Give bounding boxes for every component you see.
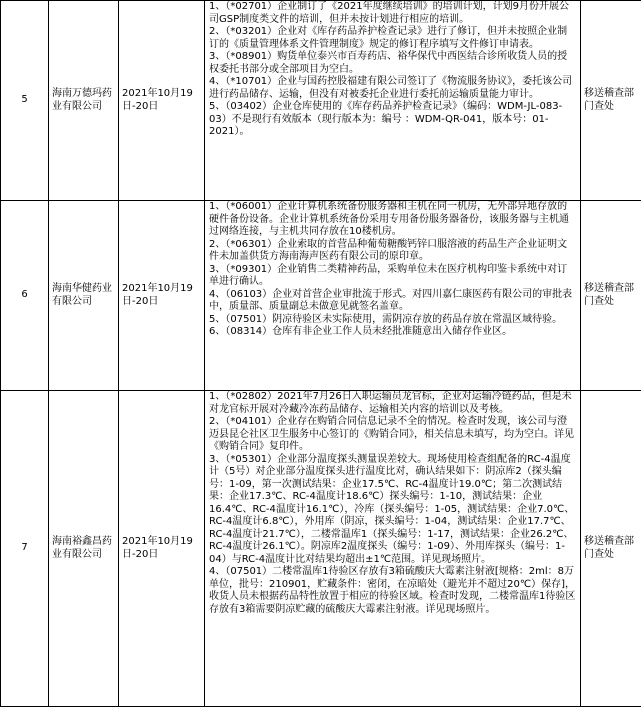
handling-result: 移送稽查部门查处: [581, 391, 641, 707]
inspection-date: 2021年10月19日-20日: [119, 1, 205, 201]
issue-item: 3、（*08901）购货单位泰兴市百寿药店、裕华保代中西医结合诊所收货人员的授权委托书部分或全部项目为空白。: [209, 51, 568, 75]
issue-item: 1、（*02802）2021年7月26日入职运输员龙官标，企业对运输冷链药品，但是未对龙官标开展对冷藏冷冻药品储存、运输相关内容的培训以及考核。: [209, 391, 572, 415]
issue-item: 4、（07501）二楼常温库1待验区存放有3箱硫酸庆大霉素注射液[规格：2ml：8万单位，批号：210901，贮藏条件：密闭，在凉暗处（避光并不超过20℃）保存]，收货人员未根据药品特性放置于相应的待验区域。检查时发现，二楼常温库1待验区存放有3箱需要阴凉贮藏的硫酸庆大霉素注射液。详见现场照片。: [209, 566, 576, 615]
issue-item: 6、（08314）仓库有非企业工作人员未经批准随意出入储存作业区。: [209, 326, 513, 337]
table-row: [1, 201, 641, 391]
issue-item: 5、（03402）企业仓库使用的《库存药品养护检查记录》（编码：WDM-JL-083-03）不是现行有效版本（现行版本为：编号 ：WDM-QR-041，版本号：01-2021）。: [209, 101, 563, 137]
row-index: 7: [1, 391, 49, 707]
handling-result: 移送稽查部门查处: [581, 1, 641, 201]
issue-item: 2、（*04101）企业存在购销合同信息记录不全的情况。检查时发现，该公司与澄迈县昆仑社区卫生服务中心签订的《购销合同》，相关信息未填写，均为空白。详见《购销合同》复印件。: [209, 416, 574, 452]
inspection-date: 2021年10月19日-20日: [119, 391, 205, 707]
issue-item: 4、（*10701）企业与国药控股福建有限公司签订了《物流服务协议》，委托该公司进行药品储存、运输，但没有对被委托企业进行委托前运输质量能力审计。: [209, 76, 573, 100]
inspection-date: 2021年10月19日-20日: [119, 201, 205, 391]
issue-list: [205, 391, 581, 707]
issue-item: 4、（06103）企业对首营企业审批流于形式。对四川嘉仁康医药有限公司的审批表中，质量部、质量副总未做意见就签名盖章。: [209, 288, 573, 312]
issue-item: 1、（*02701）企业制订了《2021年度继续培训》的培训计划，计划9月份开展公司GSP制度类文件的培训，但并未按计划进行相应的培训。: [209, 1, 569, 25]
issue-item: 3、（*05301）企业部分温度探头测量误差较大。现场使用检查组配备的RC-4温度计（5号）对企业部分温度探头进行温度比对，确认结果如下：阴凉库2（探头编号：1-09，第一次测试结果：企业17.5℃、RC-4温度计19.0℃；第二次测试结果：企业17.3℃、RC-4温度计18.6℃）探头编号：1-10，测试结果：企业16.4℃、RC-4温度计16.1℃），冷库（探头编号：1-05，测试结果：企业7.0℃、RC-4温度计6.8℃），外用库（阴凉，探头编号：1-04，测试结果：企业17.7℃、RC-4温度计21.7℃），二楼常温库1（探头编号：1-17，测试结果：企业26.2℃、RC-4温度计26.1℃）。阴凉库2温度探头（编号：1-09）、外用库探头（编号：1-04）与RC-4温度计比对结果均超出±1℃范围。详见现场照片。: [209, 453, 575, 565]
issue-item: 2、（*06301）企业索取的首营品种葡萄糖酸钙锌口服溶液的药品生产企业证明文件未加盖供货方海南海声医药有限公司的原印章。: [209, 238, 568, 262]
handling-result: 移送稽查部门查处: [581, 201, 641, 391]
company-name: 海南裕鑫昌药业有限公司: [49, 391, 119, 707]
row-index: 5: [1, 1, 49, 201]
issue-item: 3、（*09301）企业销售二类精神药品，采购单位未在医疗机构印鉴卡系统中对订单进行确认。: [209, 263, 568, 287]
issue-item: 1、（*06001）企业计算机系统备份服务器和主机在同一机房，无外部异地存放的硬件备份设备。企业计算机系统备份采用专用备份服务器备份，该服务器与主机通过网络连接，与主机共同存放在10楼机房。: [209, 201, 569, 237]
issue-list: [205, 201, 581, 391]
table-row: [1, 391, 641, 707]
company-name: 海南万德玛药业有限公司: [49, 1, 119, 201]
issue-item: 2、（*03201）企业对《库存药品养护检查记录》进行了修订，但并未按照企业制订的《质量管理体系文件管理制度》规定的修订程序填写文件修订申请表。: [209, 26, 568, 50]
company-name: 海南华健药业有限公司: [49, 201, 119, 391]
row-index: 6: [1, 201, 49, 391]
issue-list: [205, 1, 581, 201]
table-row: [1, 1, 641, 201]
issue-item: 5、（07501）阴凉待验区未实际使用，需阴凉存放的药品存放在常温区域待验。: [209, 313, 563, 325]
